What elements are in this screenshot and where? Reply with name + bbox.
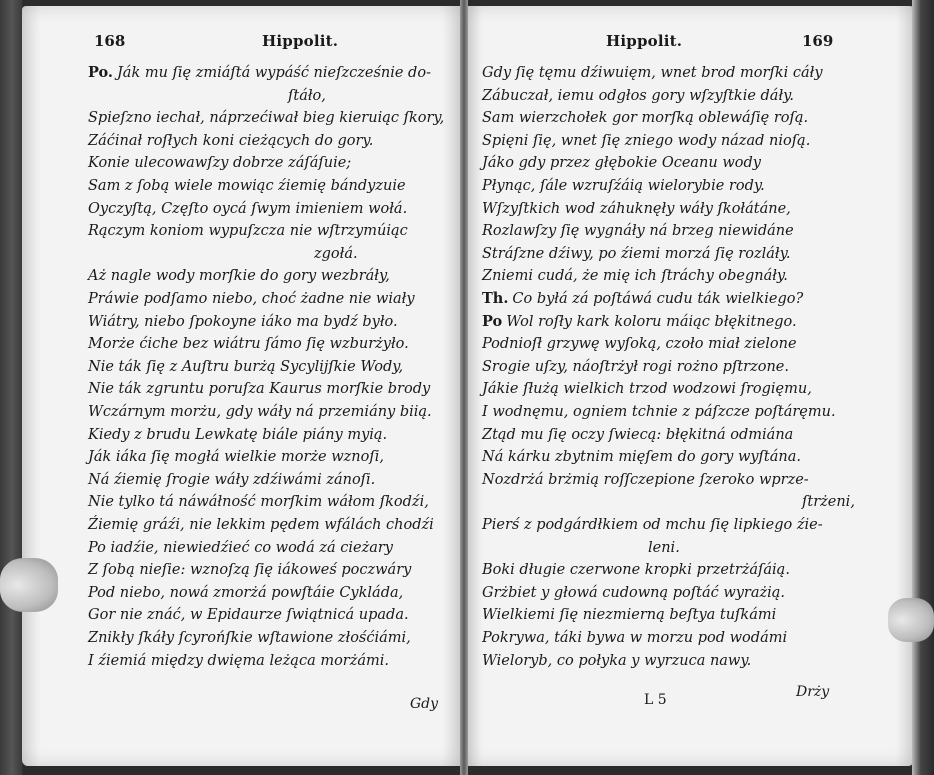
left-page-number: 168 bbox=[94, 32, 126, 50]
verse-line bbox=[802, 493, 855, 513]
verse-line bbox=[88, 652, 389, 672]
verse-line bbox=[88, 222, 408, 242]
verse-text: I wodnęmu, ogniem tchnie z páſzcze poſtáręmu. bbox=[482, 404, 836, 420]
book-gutter bbox=[460, 0, 468, 775]
verse-line bbox=[88, 403, 432, 423]
verse-line bbox=[88, 426, 387, 446]
verse-text: Rączym koniom wypuſzcza nie wſtrzymúiąc bbox=[88, 223, 408, 240]
verse-text: Z ſobą nieſie: wznoſzą ſię iákoweś poczwáry bbox=[88, 562, 412, 579]
right-page-header bbox=[466, 32, 914, 56]
verse-line bbox=[482, 516, 823, 536]
verse-text: Gor nie znáć, w Epidaurze ſwiątnicá upada. bbox=[88, 607, 409, 624]
verse-line bbox=[88, 177, 406, 197]
verse-line bbox=[288, 87, 326, 107]
verse-line bbox=[482, 380, 812, 400]
verse-text: Nie ták zgruntu poruſza Kaurus morſkie brody bbox=[88, 381, 431, 398]
verse-line bbox=[88, 109, 444, 129]
verse-text: leni. bbox=[648, 539, 680, 556]
verse-line bbox=[482, 448, 801, 468]
verse-line bbox=[88, 200, 407, 220]
verse-text: Aż nagle wody morſkie do gory wezbráły, bbox=[88, 268, 390, 285]
verse-text: Nie tylko tá náwáłność morſkim wáłom ſkodźi, bbox=[88, 494, 429, 511]
left-catchword: Gdy bbox=[410, 696, 439, 712]
verse-line bbox=[88, 132, 373, 152]
verse-text: Wieloryb, co połyka y wyrzuca nawy. bbox=[482, 652, 752, 669]
verse-line bbox=[88, 471, 375, 491]
left-page-header bbox=[22, 32, 462, 56]
verse-text: Wiátry, niebo ſpokoyne iáko ma bydź było. bbox=[88, 313, 398, 330]
verse-text: Zniemi cudá, że mię ich ſtráchy obegnáły. bbox=[482, 268, 788, 285]
verse-line bbox=[482, 154, 761, 174]
verse-line bbox=[482, 584, 785, 604]
verse-text: Práwie podſamo niebo, choć żadne nie wiały bbox=[88, 291, 415, 307]
verse-text: Gdy ſię tęmu dźiwuięm, wnet brod morſki cáły bbox=[482, 65, 823, 81]
verse-line bbox=[482, 222, 794, 242]
verse-line bbox=[88, 629, 411, 649]
verse-text: Pod niebo, nowá zmorżá powſtáie Cykláda, bbox=[88, 584, 404, 601]
right-page-number: 169 bbox=[802, 32, 834, 50]
verse-text: Ná kárku zbytnim mięſem do gory wyſtána. bbox=[482, 449, 801, 466]
verse-text: Stráſzne dźiwy, po źiemi morzá ſię rozláły. bbox=[482, 245, 791, 262]
verse-line bbox=[482, 358, 789, 378]
verse-text: Podnioſł grzywę wyſoką, czoło miał zielone bbox=[482, 336, 797, 353]
verse-text: Wielkiemi ſię niezmierną beſtya tuſkámi bbox=[482, 607, 777, 624]
verse-line bbox=[482, 109, 808, 129]
verse-text: Záćinał roſłych koni cieżących do gory. bbox=[88, 132, 374, 149]
verse-text: I źiemiá między dwięma leżąca morżámi. bbox=[88, 652, 390, 669]
verse-text: Znikły ſkáły ſcyrońſkie wſtawione złośćiámi, bbox=[88, 630, 411, 646]
right-catchword: Drży bbox=[796, 684, 830, 700]
verse-line bbox=[648, 539, 680, 559]
verse-line bbox=[482, 403, 836, 423]
verse-text: Nie ták ſię z Auſtru burżą Sycylijſkie Wody, bbox=[88, 358, 404, 375]
verse-line bbox=[88, 267, 390, 287]
verse-text: Kiedy z brudu Lewkatę biále piány myią. bbox=[88, 426, 388, 443]
verse-text: Spięni ſię, wnet ſię zniego wody názad nioſą. bbox=[482, 132, 811, 149]
book-edge bbox=[912, 0, 934, 775]
verse-text: ſtáło, bbox=[288, 87, 326, 104]
verse-text: Boki długie czerwone kropki przetrżáſáią. bbox=[482, 562, 790, 579]
verse-text: Ztąd mu ſię oczy ſwiecą: błękitná odmiána bbox=[482, 426, 794, 443]
left-running-title: Hippolit. bbox=[262, 32, 339, 50]
verse-text: Morże ćiche bez wiátru ſámo ſię wzburżyło. bbox=[88, 336, 409, 353]
verse-text: Ják iáka ſię mogłá wielkie morże wznoſi, bbox=[88, 449, 384, 466]
verse-text: Wol roſły kark koloru máiąc błękitnego. bbox=[506, 313, 797, 330]
verse-line bbox=[482, 335, 797, 355]
right-signature: L 5 bbox=[644, 692, 667, 708]
verse-line bbox=[314, 245, 358, 265]
verse-line bbox=[482, 426, 793, 446]
verse-line bbox=[88, 64, 431, 84]
verse-line bbox=[482, 471, 809, 491]
verse-line bbox=[88, 335, 409, 355]
verse-text: Sam z ſobą wiele mowiąc źiemię bándyzuie bbox=[88, 178, 406, 194]
verse-text: Spieſzno iechał, náprzećiwał bieg kieruiąc ſkory, bbox=[88, 110, 445, 127]
thumb-left bbox=[0, 558, 58, 612]
verse-text: Nozdrżá brżmią roſſczepione ſzeroko wprze- bbox=[482, 471, 809, 488]
verse-line bbox=[88, 539, 393, 559]
verse-line bbox=[88, 493, 429, 513]
verse-text: Konie ulecowawſzy dobrze záſáſuie; bbox=[88, 155, 352, 172]
verse-line bbox=[482, 652, 751, 672]
verse-text: Grżbiet y głowá cudowną poſtáć wyrażią. bbox=[482, 584, 786, 601]
verse-line bbox=[482, 245, 790, 265]
verse-line bbox=[482, 267, 788, 287]
verse-text: Jákie ſłużą wielkich trzod wodzowi ſrogięmu, bbox=[482, 381, 812, 398]
verse-line bbox=[482, 132, 810, 152]
left-page bbox=[22, 6, 462, 766]
verse-line bbox=[88, 154, 351, 174]
right-running-title: Hippolit. bbox=[606, 32, 683, 50]
verse-text: Ják mu ſię zmiáſtá wypáść nieſzcześnie do- bbox=[116, 65, 431, 81]
verse-text: Srogie uſzy, náoſtrżył rogi rożno pſtrzone. bbox=[482, 358, 789, 375]
verse-text: Pierś z podgárdłkiem od mchu ſię lipkiego źie- bbox=[482, 517, 823, 533]
verse-line bbox=[482, 561, 790, 581]
verse-line bbox=[88, 448, 384, 468]
verse-line bbox=[482, 177, 765, 197]
verse-text: zgołá. bbox=[314, 245, 358, 262]
verse-line bbox=[482, 290, 803, 310]
verse-text: Źiemię gráźi, nie lekkim pędem wfálách chodźi bbox=[88, 517, 434, 533]
verse-text: Wſzyſtkich wod záhuknęły wáły ſkołátáne, bbox=[482, 200, 791, 217]
verse-line bbox=[88, 561, 411, 581]
thumb-right bbox=[888, 598, 934, 642]
verse-line bbox=[88, 380, 430, 400]
speaker-label: Th. bbox=[482, 290, 509, 307]
verse-line bbox=[482, 629, 787, 649]
verse-text: Pokrywa, táki bywa w morzu pod wodámi bbox=[482, 630, 788, 646]
verse-line bbox=[88, 584, 403, 604]
verse-text: Rozlawſzy ſię wygnáły ná brzeg niewidáne bbox=[482, 223, 794, 240]
verse-text: Po iadźie, niewiedźieć co wodá zá cieżary bbox=[88, 539, 393, 556]
verse-line bbox=[482, 64, 823, 84]
verse-line bbox=[88, 290, 415, 310]
verse-line bbox=[88, 313, 398, 333]
verse-text: Ná źiemię ſrogie wáły zdźiwámi zánoſi. bbox=[88, 471, 376, 488]
verse-line bbox=[88, 516, 434, 536]
verse-text: Co byłá zá poſtáwá cudu ták wielkiego? bbox=[512, 291, 804, 307]
verse-line bbox=[482, 606, 776, 626]
verse-line bbox=[88, 358, 403, 378]
verse-line bbox=[482, 313, 797, 333]
verse-text: Płynąc, ſále wzruſźáią wielorybie rody. bbox=[482, 178, 765, 194]
verse-line bbox=[482, 87, 794, 107]
verse-text: Wczárnym morżu, gdy wáły ná przemiány biią. bbox=[88, 404, 432, 420]
verse-line bbox=[482, 200, 791, 220]
verse-text: ſtrżeni, bbox=[802, 494, 855, 511]
verse-line bbox=[88, 606, 409, 626]
verse-text: Zábuczał, iemu odgłos gory wſzyſtkie dáły. bbox=[482, 87, 795, 104]
speaker-label: Po bbox=[482, 312, 503, 330]
right-page bbox=[466, 6, 914, 766]
speaker-label: Po. bbox=[88, 64, 113, 81]
verse-text: Jáko gdy przez głębokie Oceanu wody bbox=[482, 155, 761, 172]
verse-text: Oyczyſtą, Częſto oycá ſwym imieniem wołá. bbox=[88, 200, 408, 217]
verse-text: Sam wierzchołek gor morſką oblewáſię roſą. bbox=[482, 110, 809, 127]
